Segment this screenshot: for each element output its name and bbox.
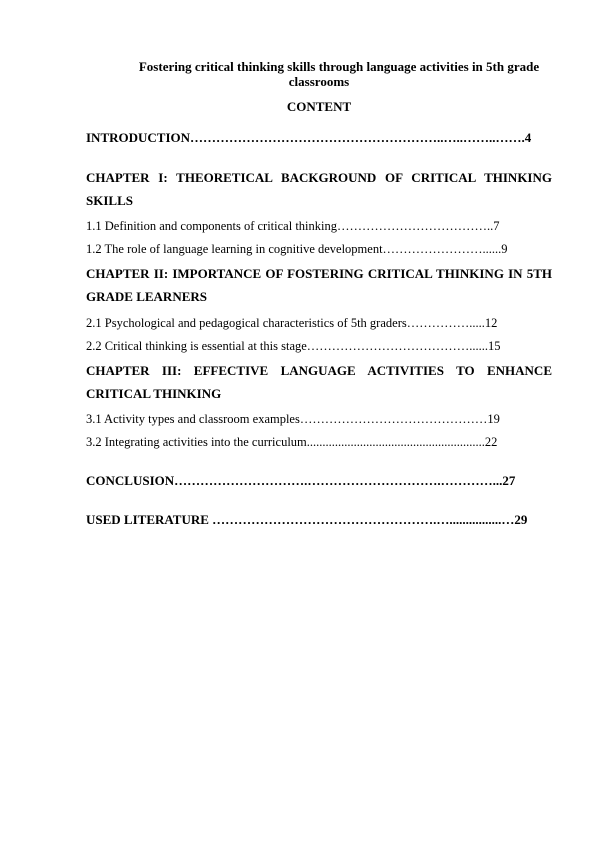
toc-entry-3-2: 3.2 Integrating activities into the curriculum.........................................................22 <box>86 435 498 449</box>
toc-entry-chapter-1: CHAPTER I: THEORETICAL BACKGROUND OF CRITICAL THINKING SKILLS <box>86 170 552 208</box>
toc-entry-1-2: 1.2 The role of language learning in cognitive development……………………......9 <box>86 242 508 256</box>
toc-entry-used-literature: USED LITERATURE …………………………………………….…................…29 <box>86 512 528 527</box>
toc-entry-chapter-3: CHAPTER III: EFFECTIVE LANGUAGE ACTIVITIES TO ENHANCE CRITICAL THINKING <box>86 363 552 401</box>
title-line-2: classrooms <box>288 74 350 89</box>
toc-entry-conclusion: CONCLUSION………………………….………………………….…………...27 <box>86 473 516 488</box>
content-heading: CONTENT <box>286 99 352 114</box>
toc-entry-introduction: INTRODUCTION…………………………………………………..…..……..…….4 <box>86 130 532 145</box>
toc-entry-2-2: 2.2 Critical thinking is essential at this stage…………………………………......15 <box>86 339 501 353</box>
toc-entry-chapter-2: CHAPTER II: IMPORTANCE OF FOSTERING CRITICAL THINKING IN 5TH GRADE LEARNERS <box>86 266 552 304</box>
toc-entry-1-1: 1.1 Definition and components of critical thinking………………………………..7 <box>86 219 500 233</box>
document-title <box>86 59 552 89</box>
toc-entry-2-1: 2.1 Psychological and pedagogical characteristics of 5th graders…………….....12 <box>86 316 498 330</box>
title-line-1: Fostering critical thinking skills through language activities in 5th grade <box>138 59 540 74</box>
toc-entry-3-1: 3.1 Activity types and classroom examples………………………………………19 <box>86 412 500 426</box>
